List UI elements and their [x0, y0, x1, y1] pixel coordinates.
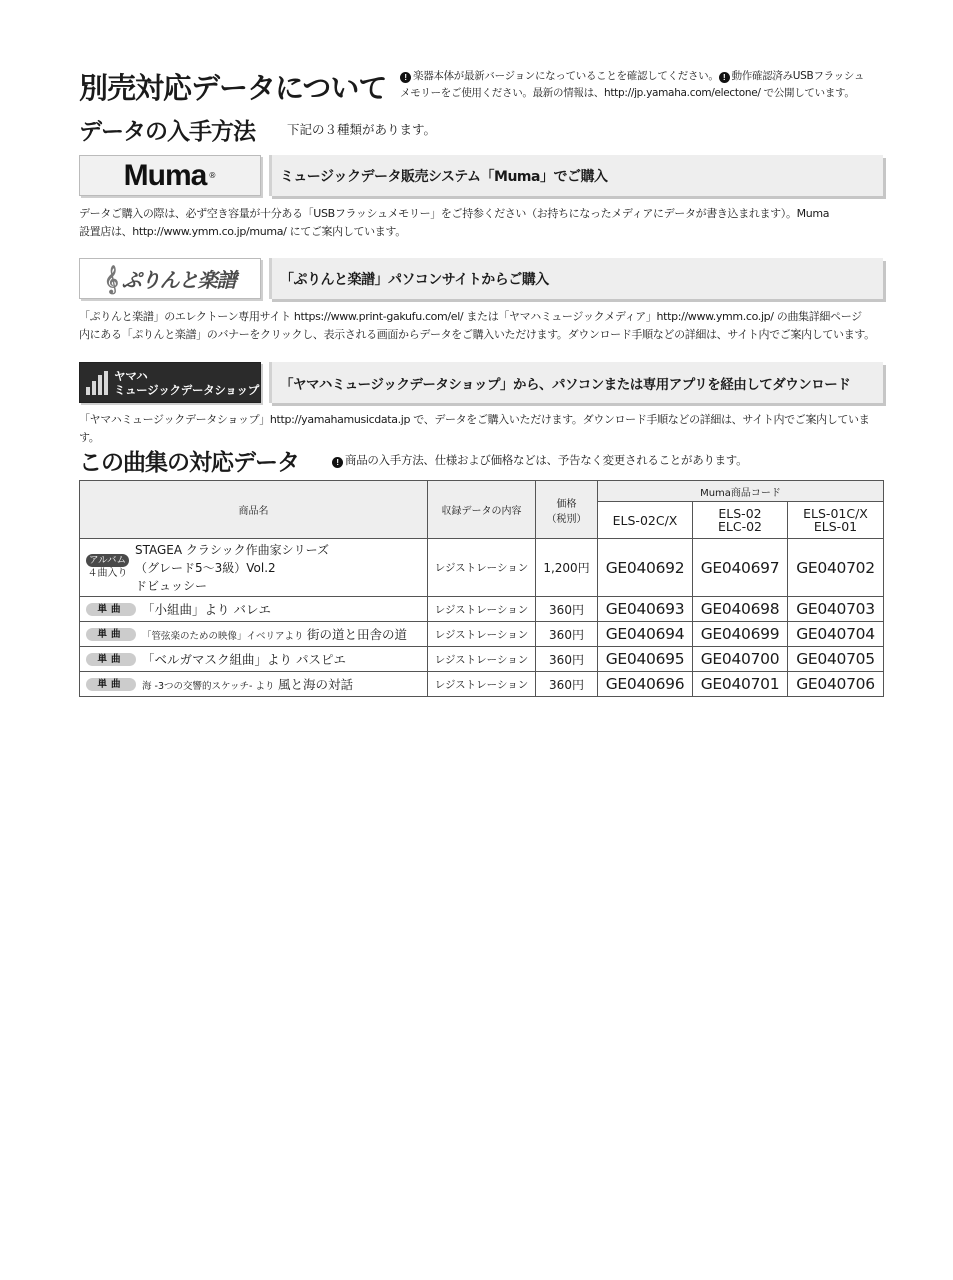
muma-desc-line1: データご購入の際は、必ず空き容量が十分ある「USBフラッシュメモリー」をご持参ください（お持ちになったメディアにデータが書き込まれます）。Muma: [79, 207, 830, 220]
album-title-line2: （グレード5〜3級）Vol.2: [134, 560, 276, 575]
single-2-title: 街の道と田舎の道: [307, 627, 408, 642]
compat-heading: この曲集の対応データ: [79, 450, 299, 476]
album-content: レジストレーション: [428, 539, 536, 597]
purin-logo-text: ぷりんと楽譜: [121, 268, 236, 292]
album-count: ４曲入り: [87, 568, 128, 579]
exclamation-icon: !: [400, 72, 411, 83]
purin-desc-line2: 内にある「ぷりんと楽譜」のバナーをクリックし、表示される画面からデータをご購入いただけます。ダウンロード手順などの詳細は、サイト内でご案内しています。: [79, 327, 875, 341]
yamaha-data-shop-logo: [79, 362, 261, 403]
single-1-code-2: GE040698: [693, 597, 788, 622]
single-3-content: レジストレーション: [428, 647, 536, 672]
top-notice: [400, 68, 885, 102]
single-badge: 単曲: [86, 653, 136, 666]
single-2-code-2: GE040699: [693, 622, 788, 647]
header-price: [536, 481, 598, 539]
table-row-album: [80, 539, 884, 597]
single-1-title: 「小組曲」より バレエ: [142, 602, 271, 617]
header-els02cx: ELS-02C/X: [598, 502, 693, 539]
notice-text-2b: メモリーをご使用ください。最新の情報は、http://jp.yamaha.com/electone/ で公開しています。: [400, 87, 855, 99]
purin-gakufu-logo: [79, 258, 261, 299]
table-row-single-3: [80, 647, 884, 672]
album-price: 1,200円: [536, 539, 598, 597]
registered-mark: ®: [208, 171, 217, 180]
album-title-cell: [80, 539, 428, 597]
header-price-line1: 価格: [556, 498, 577, 510]
single-2-price: 360円: [536, 622, 598, 647]
album-title-line1: STAGEA クラシック作曲家シリーズ: [134, 542, 330, 557]
single-4-code-1: GE040696: [598, 672, 693, 697]
single-3-title-cell: [80, 647, 428, 672]
yshop-desc-line1: 「ヤマハミュージックデータショップ」http://yamahamusicdata.jp で、データをご購入いただけます。ダウンロード手順などの詳細は、サイト内でご案内しています。: [79, 413, 870, 444]
muma-description: [79, 205, 885, 240]
single-3-code-2: GE040700: [693, 647, 788, 672]
header-elc02: ELC-02: [717, 519, 762, 534]
single-4-code-2: GE040701: [693, 672, 788, 697]
single-3-code-1: GE040695: [598, 647, 693, 672]
single-4-prefix: 海 -3つの交響的スケッチ- より: [142, 681, 275, 692]
header-els01: ELS-01: [813, 519, 858, 534]
purin-desc-line1: 「ぷりんと楽譜」のエレクトーン専用サイト https://www.print-gakufu.com/el/ または「ヤマハミュージックメディア」http://www.ymm.co.jp/ の曲集詳細ページ: [79, 310, 862, 323]
single-4-content: レジストレーション: [428, 672, 536, 697]
yshop-logo-line2: ミュージックデータショップ: [114, 382, 259, 397]
exclamation-icon: !: [332, 457, 343, 468]
yshop-heading-bar: 「ヤマハミュージックデータショップ」から、パソコンまたは専用アプリを経由してダウンロード: [269, 362, 883, 403]
yshop-description: [79, 411, 885, 446]
single-1-code-1: GE040693: [598, 597, 693, 622]
equalizer-icon: [86, 371, 108, 395]
single-2-prefix: 「管弦楽のための映像」イベリアより: [142, 631, 304, 642]
purin-heading-bar: 「ぷりんと楽譜」パソコンサイトからご購入: [269, 258, 883, 299]
muma-desc-line2: 設置店は、http://www.ymm.co.jp/muma/ にてご案内しています。: [79, 224, 406, 238]
yshop-logo-line1: ヤマハ: [114, 368, 148, 383]
purin-description: [79, 308, 885, 343]
single-2-content: レジストレーション: [428, 622, 536, 647]
treble-clef-icon: 𝄞: [104, 264, 118, 293]
single-1-price: 360円: [536, 597, 598, 622]
single-badge: 単曲: [86, 603, 136, 616]
single-1-content: レジストレーション: [428, 597, 536, 622]
header-muma-code: Muma商品コード: [598, 481, 884, 502]
album-title-line3: ドビュッシー: [134, 578, 207, 593]
single-badge: 単曲: [86, 678, 136, 691]
header-price-line2: （税別）: [546, 513, 587, 525]
album-code-1: GE040692: [598, 539, 693, 597]
muma-logo: [79, 155, 261, 196]
single-3-price: 360円: [536, 647, 598, 672]
single-2-title-cell: [80, 622, 428, 647]
header-els01cx-els01: [788, 502, 884, 539]
album-code-3: GE040702: [788, 539, 884, 597]
muma-logo-text: Muma: [123, 158, 207, 192]
header-els02: ELS-02: [718, 506, 762, 521]
header-els01cx: ELS-01C/X: [803, 506, 868, 521]
acquire-heading: データの入手方法: [79, 119, 255, 145]
page-title: 別売対応データについて: [79, 71, 387, 105]
single-4-title: 風と海の対話: [277, 677, 353, 692]
notice-text-1: 楽器本体が最新バージョンになっていることを確認してください。: [413, 70, 719, 82]
header-els02-elc02: [693, 502, 788, 539]
single-1-code-3: GE040703: [788, 597, 884, 622]
muma-heading-bar: ミュージックデータ販売システム「Muma」でご購入: [269, 155, 883, 196]
table-row-single-1: [80, 597, 884, 622]
single-4-price: 360円: [536, 672, 598, 697]
single-4-code-3: GE040706: [788, 672, 884, 697]
notice-text-2a: 動作確認済みUSBフラッシュ: [731, 70, 865, 82]
single-1-title-cell: [80, 597, 428, 622]
compat-note-text: 商品の入手方法、仕様および価格などは、予告なく変更されることがあります。: [345, 453, 748, 467]
single-2-code-3: GE040704: [788, 622, 884, 647]
single-badge: 単曲: [86, 628, 136, 641]
compat-data-table: [79, 480, 884, 697]
album-badge: アルバム: [86, 554, 129, 567]
exclamation-icon: !: [719, 72, 730, 83]
single-4-title-cell: [80, 672, 428, 697]
single-2-code-1: GE040694: [598, 622, 693, 647]
single-3-title: 「ベルガマスク組曲」より パスピエ: [142, 652, 346, 667]
header-content: 収録データの内容: [428, 481, 536, 539]
album-code-2: GE040697: [693, 539, 788, 597]
single-3-code-3: GE040705: [788, 647, 884, 672]
table-row-single-2: [80, 622, 884, 647]
compat-note: [332, 452, 747, 468]
header-product-name: 商品名: [80, 481, 428, 539]
table-row-single-4: [80, 672, 884, 697]
acquire-subtitle: 下記の３種類があります。: [287, 122, 437, 137]
